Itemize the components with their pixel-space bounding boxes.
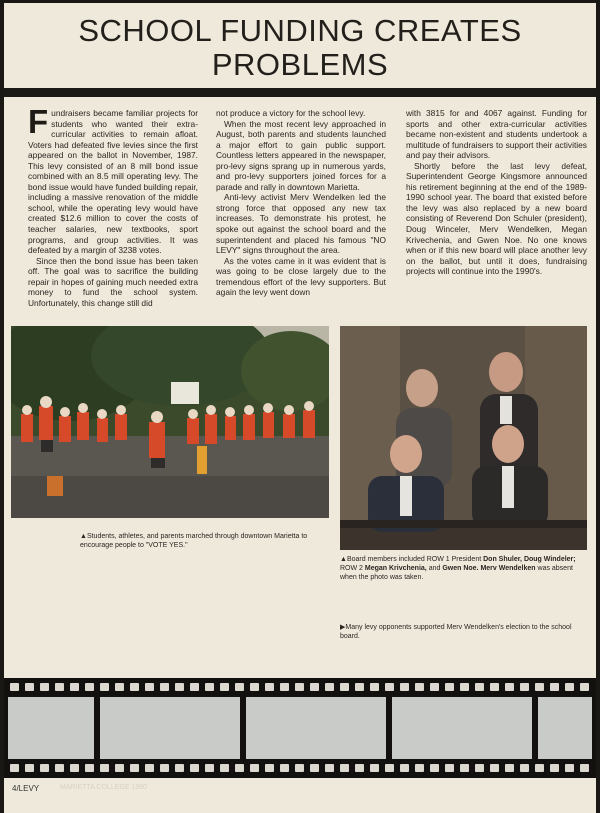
- top-border: [0, 0, 600, 3]
- film-sprocket-hole: [55, 683, 64, 691]
- faint-footer-text: MARIETTA COLLEGE 1990: [60, 784, 148, 791]
- film-sprocket-hole: [565, 764, 574, 772]
- parade-photo-image: [11, 326, 329, 518]
- film-sprocket-hole: [10, 683, 19, 691]
- paragraph: When the most recent levy approached in August, both parents and students launched a major effort to gain public support. Countless letters appeared in the newspaper, pro-levy signs sprang up in numerous yards, and pro-levy supporters joined forces for a parade and rally in downtown Marietta.: [216, 118, 386, 192]
- film-sprocket-hole: [55, 764, 64, 772]
- film-sprocket-hole: [445, 683, 454, 691]
- film-sprocket-hole: [445, 764, 454, 772]
- film-sprocket-hole: [370, 683, 379, 691]
- film-sprocket-hole: [175, 764, 184, 772]
- opponents-caption-text: Many levy opponents supported Merv Wendelken's election to the school board.: [340, 624, 572, 640]
- film-sprocket-hole: [520, 764, 529, 772]
- film-sprocket-hole: [235, 683, 244, 691]
- film-sprocket-hole: [385, 764, 394, 772]
- film-sprocket-hole: [310, 683, 319, 691]
- paragraph: As the votes came in it was evident that is was going to be close largely due to the tremendous effort of the levy supporters. But again the levy went down: [216, 255, 386, 298]
- film-holes-top: [10, 683, 594, 692]
- board-caption-mid2: and: [426, 565, 443, 572]
- film-sprocket-hole: [40, 683, 49, 691]
- parade-caption-text: Students, athletes, and parents marched through downtown Marietta to encourage people to "VOTE YES.": [80, 533, 308, 549]
- film-sprocket-hole: [205, 683, 214, 691]
- film-sprocket-hole: [115, 683, 124, 691]
- film-sprocket-hole: [355, 764, 364, 772]
- film-sprocket-hole: [205, 764, 214, 772]
- film-sprocket-hole: [175, 683, 184, 691]
- film-sprocket-hole: [145, 683, 154, 691]
- film-sprocket-hole: [325, 764, 334, 772]
- film-sprocket-hole: [460, 764, 469, 772]
- film-sprocket-hole: [475, 683, 484, 691]
- film-sprocket-hole: [535, 683, 544, 691]
- film-sprocket-hole: [580, 764, 589, 772]
- film-sprocket-hole: [130, 764, 139, 772]
- film-sprocket-hole: [145, 764, 154, 772]
- paragraph: Since then the bond issue has been taken off. The goal was to sacrifice the building repair in hopes of gaining much needed extra money to fund the school system. Unfortunately, this change still did: [28, 255, 198, 308]
- film-sprocket-hole: [10, 764, 19, 772]
- film-sprocket-hole: [460, 683, 469, 691]
- board-photo-image: [340, 326, 587, 550]
- film-sprocket-hole: [25, 683, 34, 691]
- article-column-3: [406, 108, 587, 277]
- film-sprocket-hole: [265, 683, 274, 691]
- film-sprocket-hole: [130, 683, 139, 691]
- film-sprocket-hole: [40, 764, 49, 772]
- right-border: [596, 0, 600, 813]
- film-sprocket-hole: [340, 764, 349, 772]
- film-sprocket-hole: [85, 683, 94, 691]
- film-sprocket-hole: [220, 683, 229, 691]
- article-column-2: [216, 108, 386, 298]
- drop-cap: F: [28, 103, 49, 140]
- film-sprocket-hole: [295, 683, 304, 691]
- film-frame: [100, 697, 240, 759]
- film-sprocket-hole: [220, 764, 229, 772]
- title-line-2: PROBLEMS: [211, 47, 389, 82]
- film-sprocket-hole: [70, 764, 79, 772]
- film-sprocket-hole: [520, 683, 529, 691]
- title-rule: [4, 88, 596, 97]
- film-sprocket-hole: [190, 764, 199, 772]
- title-line-1: SCHOOL FUNDING CREATES: [78, 13, 522, 48]
- film-frame: [246, 697, 386, 759]
- page-title: [0, 14, 600, 82]
- film-sprocket-hole: [355, 683, 364, 691]
- film-sprocket-hole: [100, 683, 109, 691]
- film-sprocket-hole: [250, 764, 259, 772]
- bullet-icon: ▲: [80, 533, 87, 540]
- film-sprocket-hole: [265, 764, 274, 772]
- film-sprocket-hole: [295, 764, 304, 772]
- film-sprocket-hole: [250, 683, 259, 691]
- film-frame: [8, 697, 94, 759]
- page-folio: 4/LEVY: [12, 784, 40, 793]
- board-caption-pre2: ROW 2: [340, 565, 365, 572]
- film-sprocket-hole: [190, 683, 199, 691]
- article-column-1: [28, 103, 198, 308]
- film-sprocket-hole: [535, 764, 544, 772]
- paragraph: not produce a victory for the school levy.: [216, 108, 366, 118]
- parade-photo: [11, 326, 329, 518]
- film-sprocket-hole: [415, 683, 424, 691]
- board-photo: [340, 326, 587, 550]
- film-frame: [392, 697, 532, 759]
- film-sprocket-hole: [25, 764, 34, 772]
- board-caption-pre1: Board members included ROW 1 President: [346, 556, 484, 563]
- film-sprocket-hole: [415, 764, 424, 772]
- film-sprocket-hole: [400, 683, 409, 691]
- film-sprocket-hole: [505, 764, 514, 772]
- board-caption-post: was absent when the photo was taken.: [340, 565, 573, 581]
- film-sprocket-hole: [475, 764, 484, 772]
- film-sprocket-hole: [565, 683, 574, 691]
- film-sprocket-hole: [325, 683, 334, 691]
- film-sprocket-hole: [430, 683, 439, 691]
- film-sprocket-hole: [115, 764, 124, 772]
- film-sprocket-hole: [280, 764, 289, 772]
- bullet-icon: ▲: [340, 556, 347, 563]
- film-sprocket-hole: [550, 764, 559, 772]
- film-sprocket-hole: [160, 683, 169, 691]
- film-sprocket-hole: [310, 764, 319, 772]
- film-frame: [538, 697, 592, 759]
- film-sprocket-hole: [70, 683, 79, 691]
- paragraph: with 3815 for and 4067 against. Funding for sports and other extra-curricular activities became non-existent and students undertook a multitude of fundraisers to support their activities and pay their advisors.: [406, 108, 587, 161]
- film-sprocket-hole: [235, 764, 244, 772]
- film-sprocket-hole: [430, 764, 439, 772]
- board-caption: [340, 555, 588, 582]
- film-sprocket-hole: [550, 683, 559, 691]
- film-sprocket-hole: [160, 764, 169, 772]
- paragraph: [28, 103, 198, 256]
- paragraph: Shortly before the last levy defeat, Superintendent George Kingsmore announced his retirement beginning at the end of the 1989-1990 school year. The board that existed before the levy was also replaced by a new board consisting of Reverend Don Schuler (president), Doug Winceler, Merv Wendelken, Megan Krivechenia, and Gwen Noe. No one knows when or if this new board will place another levy on the ballot, but until it does, fundraising projects will continue into the 1990's.: [406, 160, 587, 277]
- film-sprocket-hole: [100, 764, 109, 772]
- film-sprocket-hole: [580, 683, 589, 691]
- board-caption-name2a: Megan Krivchenia,: [364, 565, 427, 572]
- film-sprocket-hole: [280, 683, 289, 691]
- film-sprocket-hole: [490, 764, 499, 772]
- film-sprocket-hole: [505, 683, 514, 691]
- paragraph-text: undraisers became familiar projects for students who wanted their extra-curricular activities to remain afloat. Voters had defeated five levies since the first appeared on the ballot in November, 1987. This levy consisted of an 8 mill bond issue combined with an 8.5 mill operating levy. The bond issue would have funded building repair, including a massive renovation of the middle school, while the operating levy would have created $12.6 million to cover the costs of teacher salaries, new textbooks, sport programs, and group activities. It was defeated by a margin of 3238 votes.: [28, 108, 198, 256]
- paragraph: Anti-levy activist Merv Wendelken led the strong force that opposed any new tax increases. To demonstrate his protest, he spoke out against the school board and the superintendent and placed his famous "NO LEVY" signs throughout the area.: [216, 192, 386, 256]
- film-sprocket-hole: [490, 683, 499, 691]
- board-caption-names2b: Gwen Noe. Merv Wendelken: [442, 565, 536, 572]
- film-holes-bottom: [10, 764, 594, 773]
- film-sprocket-hole: [340, 683, 349, 691]
- film-sprocket-hole: [385, 683, 394, 691]
- film-strip: [4, 678, 596, 778]
- board-caption-names1: Don Shuler, Doug Windeler;: [483, 556, 576, 563]
- film-sprocket-hole: [370, 764, 379, 772]
- bullet-icon: ▶: [340, 624, 346, 631]
- film-sprocket-hole: [85, 764, 94, 772]
- parade-caption: [80, 532, 330, 550]
- opponents-caption: [340, 623, 588, 641]
- film-sprocket-hole: [400, 764, 409, 772]
